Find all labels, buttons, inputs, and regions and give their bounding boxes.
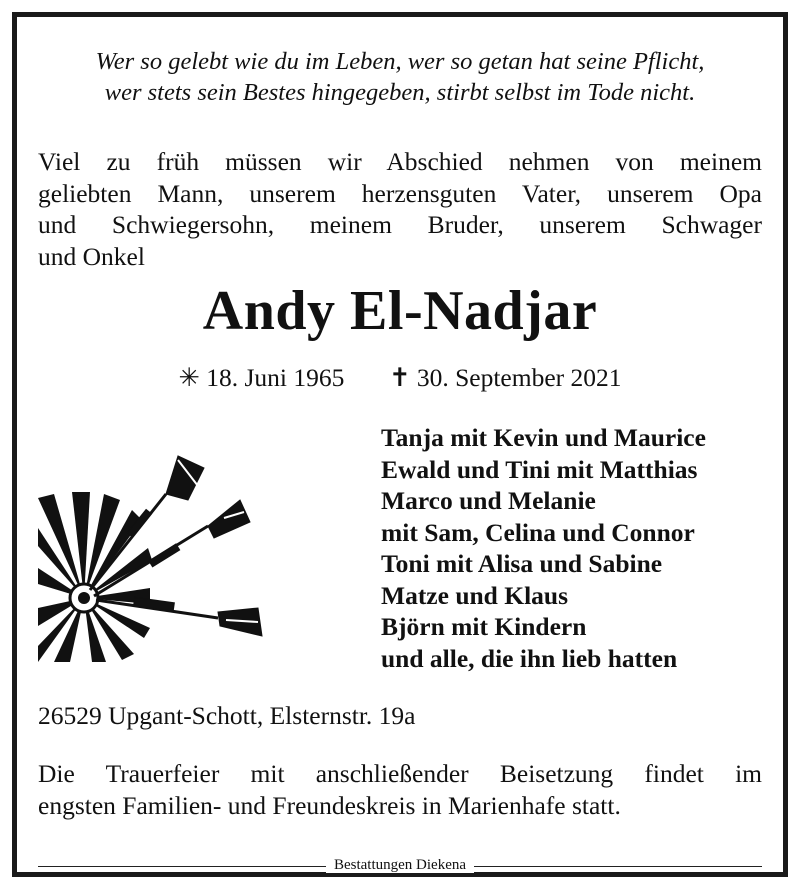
family-address: 26529 Upgant-Schott, Elsternstr. 19a bbox=[38, 701, 416, 730]
funeral-info bbox=[38, 758, 762, 822]
poem-line-1: Wer so gelebt wie du im Leben, wer so getan hat seine Pflicht, bbox=[95, 48, 705, 75]
mourner-line: Matze und Klaus bbox=[381, 580, 569, 610]
birth-star-icon: ✳ bbox=[178, 363, 200, 392]
death-cross-icon: ✝ bbox=[389, 363, 411, 392]
memorial-poem bbox=[0, 46, 800, 108]
deceased-name: Andy El-Nadjar bbox=[202, 280, 598, 342]
mourner-line: Marco und Melanie bbox=[381, 486, 596, 515]
death-date: 30. September 2021 bbox=[416, 363, 622, 392]
funeral-info-line-1: Die Trauerfeier mit anschließender Beisetzung findet im bbox=[38, 759, 762, 788]
mourner-line: Tanja mit Kevin und Maurice bbox=[381, 423, 706, 452]
funeral-home-name: Bestattungen Diekena bbox=[326, 857, 474, 873]
life-dates bbox=[0, 362, 800, 394]
announcement-line-2: geliebten Mann, unserem herzensguten Vater, unserem Opa bbox=[38, 178, 762, 208]
announcement-line-1: Viel zu früh müssen wir Abschied nehmen von meinem bbox=[38, 147, 762, 176]
poem-line-2: wer stets sein Bestes hingegeben, stirbt selbst im Tode nicht. bbox=[104, 79, 696, 106]
mourners-list bbox=[381, 422, 781, 674]
birth-date: 18. Juni 1965 bbox=[206, 363, 345, 392]
mourner-line: Toni mit Alisa und Sabine bbox=[381, 549, 663, 578]
dartboard-with-darts-icon bbox=[38, 446, 268, 668]
mourner-line: Ewald und Tini mit Matthias bbox=[381, 454, 698, 484]
mourner-line: und alle, die ihn lieb hatten bbox=[381, 643, 678, 673]
mourner-line: Björn mit Kindern bbox=[381, 612, 587, 641]
funeral-home-credit bbox=[0, 855, 800, 875]
announcement-line-4: und Onkel bbox=[38, 241, 145, 271]
announcement-text bbox=[38, 146, 762, 272]
mourner-line: mit Sam, Celina und Connor bbox=[381, 517, 695, 547]
funeral-info-line-2: engsten Familien- und Freundeskreis in Marienhafe statt. bbox=[38, 791, 621, 820]
announcement-line-3: und Schwiegersohn, meinem Bruder, unserem Schwager bbox=[38, 210, 762, 239]
